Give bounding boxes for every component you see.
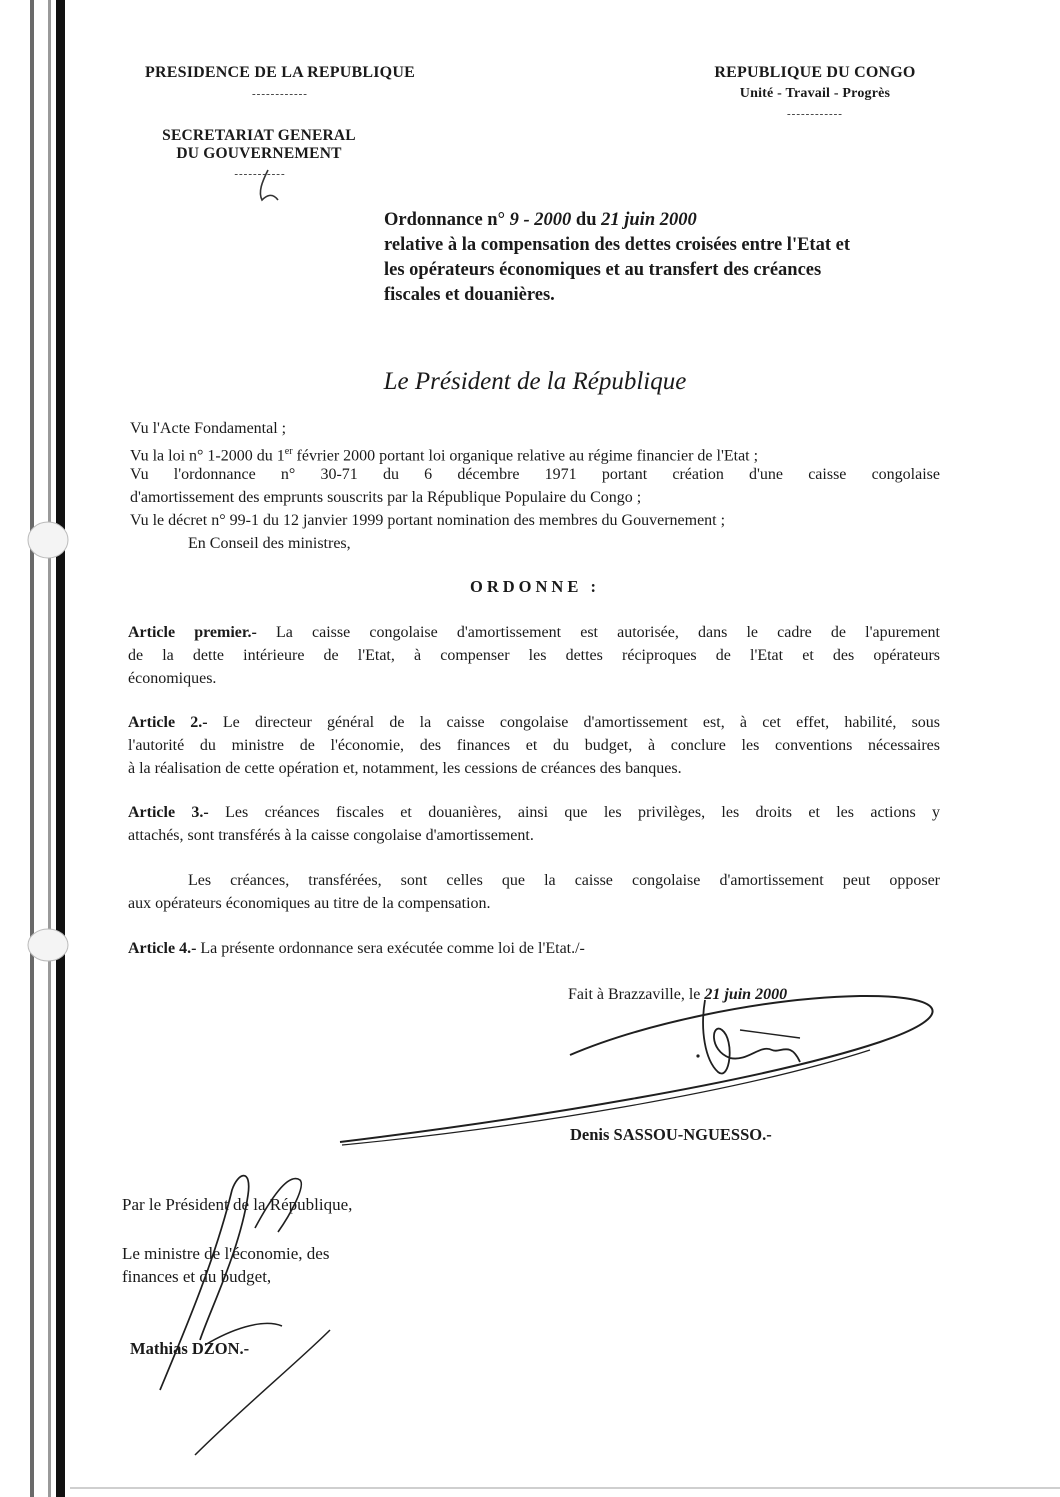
- article-3-label: Article 3.-: [128, 804, 209, 821]
- article-1-label: Article premier.-: [128, 624, 257, 641]
- signature-date: 21 juin 2000: [704, 986, 788, 1003]
- article-3-text-1: Les créances fiscales et douanières, ainsi que les privilèges, les droits et les actions y: [225, 804, 941, 821]
- visa-ordonnance-l2: d'amortissement des emprunts souscrits par la République Populaire du Congo ;: [130, 489, 642, 506]
- ordinance-title-line3: les opérateurs économiques et au transfert des créances: [384, 260, 822, 280]
- header-presidence: PRESIDENCE DE LA REPUBLIQUE: [145, 64, 415, 81]
- visa-acte-fondamental: Vu l'Acte Fondamental ;: [130, 420, 287, 437]
- ordinance-number: 9 - 2000: [509, 210, 572, 230]
- header-left-separator: ------------: [252, 88, 308, 100]
- scan-binding-edge: [0, 0, 70, 1497]
- header-secretariat: SECRETARIAT GENERAL: [162, 127, 356, 144]
- header-gouvernement: DU GOUVERNEMENT: [176, 145, 342, 162]
- ordinance-date: 21 juin 2000: [601, 210, 697, 230]
- visa-loi-text-a: Vu la loi n° 1-2000 du 1: [130, 447, 285, 465]
- article-3-p2-line2: aux opérateurs économiques au titre de la compensation.: [128, 895, 491, 912]
- ordinance-prefix: Ordonnance n°: [384, 210, 505, 230]
- ordonne-heading: ORDONNE :: [470, 577, 600, 596]
- article-1-line2: de la dette intérieure de l'Etat, à compenser les dettes réciproques de l'Etat et des opérateurs: [128, 647, 940, 664]
- countersign-line3: finances et du budget,: [122, 1267, 272, 1286]
- president-heading: Le Président de la République: [383, 368, 687, 395]
- ordinance-title-line4: fiscales et douanières.: [384, 285, 555, 305]
- header-republique-congo: REPUBLIQUE DU CONGO: [714, 64, 916, 81]
- article-4: [128, 938, 585, 961]
- ordinance-du: du: [575, 210, 597, 230]
- visa-loi-sup: er: [284, 446, 293, 457]
- article-3-line2: attachés, sont transférés à la caisse congolaise d'amortissement.: [128, 827, 534, 844]
- header-left-separator-2: -----------: [234, 168, 286, 180]
- visa-ordonnance-l1: Vu l'ordonnance n° 30-71 du 6 décembre 1971 portant création d'une caisse congolaise: [130, 466, 940, 483]
- header-motto: Unité - Travail - Progrès: [739, 86, 891, 101]
- article-1-line3: économiques.: [128, 670, 217, 687]
- article-1-text-1: La caisse congolaise d'amortissement est autorisée, dans le cadre de l'apurement: [276, 624, 940, 641]
- article-4-text: La présente ordonnance sera exécutée comme loi de l'Etat./-: [200, 940, 585, 957]
- article-2-line3: à la réalisation de cette opération et, notamment, les cessions de créances des banques.: [128, 760, 682, 777]
- ordinance-title-line2: relative à la compensation des dettes croisées entre l'Etat et: [384, 235, 850, 255]
- article-2-label: Article 2.-: [128, 714, 208, 731]
- signature-place: Fait à Brazzaville, le: [568, 986, 701, 1003]
- visa-conseil: En Conseil des ministres,: [188, 535, 351, 552]
- visa-loi-text-b: février 2000 portant loi organique relative au régime financier de l'Etat ;: [292, 447, 759, 465]
- president-name: Denis SASSOU-NGUESSO.-: [570, 1125, 772, 1144]
- article-3-line1: [128, 802, 940, 825]
- article-2-line1: [128, 712, 940, 735]
- minister-name: Mathias DZON.-: [130, 1339, 250, 1358]
- visa-decret: Vu le décret n° 99-1 du 12 janvier 1999 portant nomination des membres du Gouvernement ;: [130, 512, 726, 529]
- signature-place-date: [568, 984, 787, 1007]
- ordinance-title-line1: [384, 208, 697, 233]
- countersign-line2: Le ministre de l'économie, des: [122, 1244, 330, 1263]
- countersign-line1: Par le Président de la République,: [122, 1195, 353, 1214]
- header-right-separator: ------------: [787, 108, 843, 120]
- article-3-p2-line1: Les créances, transférées, sont celles que la caisse congolaise d'amortissement peut opposer: [188, 872, 940, 889]
- article-4-label: Article 4.-: [128, 940, 197, 957]
- article-1-line1: [128, 622, 940, 645]
- article-2-text-1: Le directeur général de la caisse congolaise d'amortissement est, à cet effet, habilité, sous: [222, 714, 941, 731]
- article-2-line2: l'autorité du ministre de l'économie, des finances et du budget, à conclure les conventions nécessaires: [128, 737, 940, 754]
